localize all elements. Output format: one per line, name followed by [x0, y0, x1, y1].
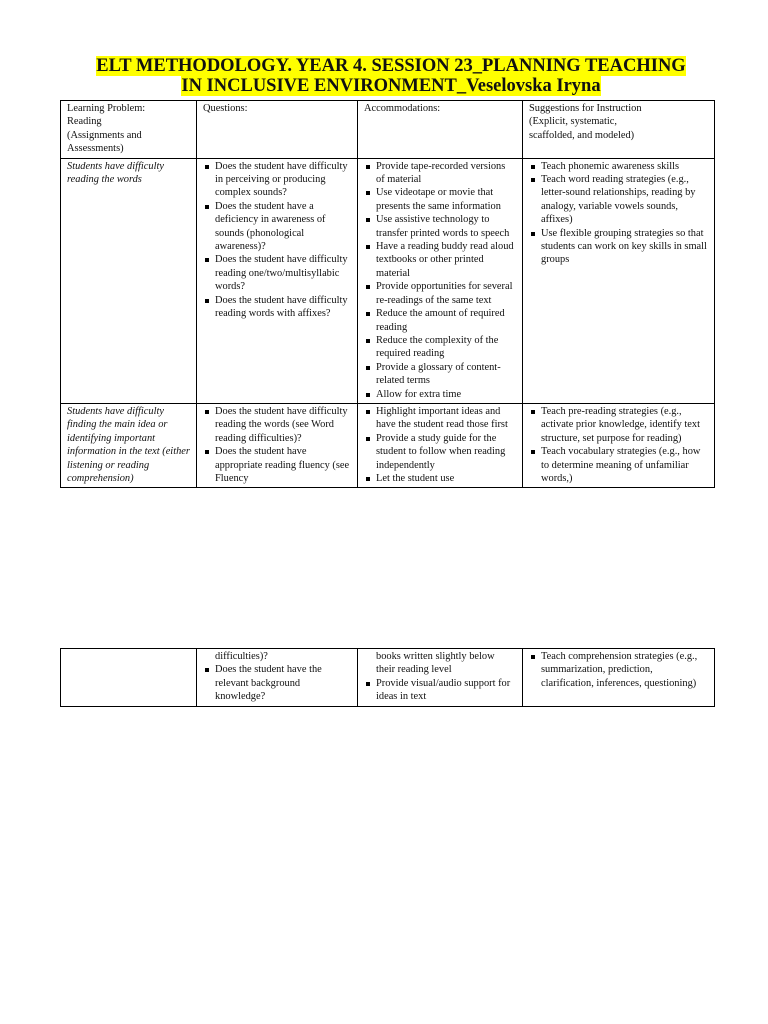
list-item: Reduce the amount of required reading — [364, 307, 516, 334]
questions-cell — [197, 649, 358, 707]
list-item-continued: difficulties)? — [215, 651, 268, 662]
header-suggestions: Suggestions for Instruction (Explicit, systematic, scaffolded, and modeled) — [523, 101, 715, 159]
title-line-1: ELT METHODOLOGY. YEAR 4. SESSION 23_PLANNING TEACHING — [96, 56, 686, 76]
reading-problems-table — [60, 100, 715, 488]
list-item: Use videotape or movie that presents the same information — [364, 186, 516, 213]
list-item: Provide a glossary of content- related terms — [364, 361, 516, 388]
learning-problem-cell: Students have difficulty reading the words — [61, 158, 197, 403]
questions-cell — [197, 158, 358, 403]
accommodations-cell — [358, 649, 523, 707]
list-item: Reduce the complexity of the required reading — [364, 334, 516, 361]
list-item: Does the student have difficulty reading one/two/multisyllabic words? — [203, 253, 351, 293]
list-item: Let the student use — [364, 472, 516, 485]
list-item: Does the student have difficulty reading the words (see Word reading difficulties)? — [203, 405, 351, 445]
suggestions-cell — [523, 649, 715, 707]
list-item: Have a reading buddy read aloud textbooks or other printed material — [364, 240, 516, 280]
list-item: Allow for extra time — [364, 388, 516, 401]
list-item: Provide opportunities for several re-readings of the same text — [364, 280, 516, 307]
reading-problems-table-continued — [60, 648, 715, 707]
list-item: Highlight important ideas and have the student read those first — [364, 405, 516, 432]
list-item: Use flexible grouping strategies so that students can work on key skills in small groups — [529, 227, 708, 267]
list-item: Use assistive technology to transfer printed words to speech — [364, 213, 516, 240]
learning-problem-cell: Students have difficulty finding the main idea or identifying important information in the text (either listening or reading comprehension) — [61, 403, 197, 487]
list-item: Does the student have difficulty in perceiving or producing complex sounds? — [203, 160, 351, 200]
list-item: Teach comprehension strategies (e.g., summarization, prediction, clarification, inferences, questioning) — [529, 650, 708, 690]
table-row — [61, 158, 715, 403]
list-item: Teach vocabulary strategies (e.g., how to determine meaning of unfamiliar words,) — [529, 445, 708, 485]
list-item: Provide a study guide for the student to follow when reading independently — [364, 432, 516, 472]
table-row — [61, 403, 715, 487]
list-item: Provide visual/audio support for ideas in text — [364, 677, 516, 704]
header-accommodations: Accommodations: — [358, 101, 523, 159]
list-item: Teach pre-reading strategies (e.g., activate prior knowledge, identify text structure, set purpose for reading) — [529, 405, 708, 445]
table-header-row — [61, 101, 715, 159]
list-item: Teach phonemic awareness skills — [529, 160, 708, 173]
suggestions-cell — [523, 403, 715, 487]
list-item: Teach word reading strategies (e.g., letter-sound relationships, reading by analogy, variable vowels sounds, affixes) — [529, 173, 708, 227]
list-item: Provide tape-recorded versions of material — [364, 160, 516, 187]
table-row — [61, 649, 715, 707]
accommodations-cell — [358, 403, 523, 487]
header-learning-problem: Learning Problem: Reading (Assignments and Assessments) — [61, 101, 197, 159]
title-line-2: IN INCLUSIVE ENVIRONMENT_Veselovska Iryna — [181, 76, 601, 96]
document-title — [78, 56, 704, 96]
learning-problem-cell — [61, 649, 197, 707]
questions-cell — [197, 403, 358, 487]
list-item: Does the student have the relevant background knowledge? — [203, 663, 351, 703]
list-item-continued: books written slightly below their reading level — [376, 651, 495, 676]
list-item: Does the student have difficulty reading words with affixes? — [203, 294, 351, 321]
list-item: Does the student have appropriate reading fluency (see Fluency — [203, 445, 351, 485]
header-questions: Questions: — [197, 101, 358, 159]
accommodations-cell — [358, 158, 523, 403]
suggestions-cell — [523, 158, 715, 403]
list-item: Does the student have a deficiency in awareness of sounds (phonological awareness)? — [203, 200, 351, 254]
